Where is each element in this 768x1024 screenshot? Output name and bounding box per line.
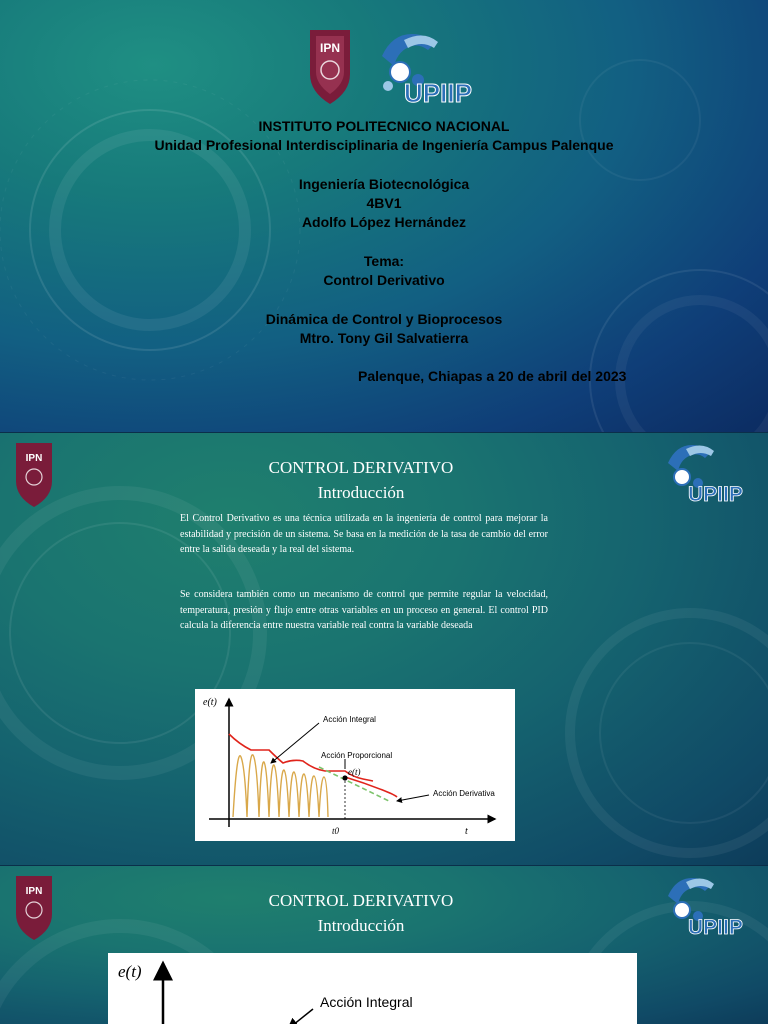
- derivativa-pointer: [397, 795, 429, 801]
- svg-text:UPIIP: UPIIP: [688, 483, 743, 505]
- institution-name: INSTITUTO POLITECNICO NACIONAL: [258, 118, 510, 134]
- intro-paragraph-2: Se considera también como un mecanismo de control que permite regular la velocidad, temperatura, presión y flujo entre otras variables en un proceso en general. El control PID calcula la diferencia entre nuestra variable real contra la variable deseada: [180, 589, 548, 631]
- x-axis-label: t: [465, 826, 468, 837]
- integral-action-curve: [233, 755, 328, 817]
- pid-diagram-large: [108, 953, 637, 1024]
- topic-label: Tema:: [363, 253, 405, 269]
- slide-subtitle: Introducción: [317, 916, 405, 935]
- svg-text:IPN: IPN: [25, 453, 43, 464]
- slide-title: CONTROL DERIVATIVO: [268, 458, 454, 477]
- pid-diagram: [195, 689, 515, 841]
- career-name: Ingeniería Biotecnológica: [298, 176, 470, 192]
- intro-slide: [0, 433, 768, 865]
- teacher-name: Mtro. Tony Gil Salvatierra: [299, 330, 469, 346]
- integral-pointer: [288, 1009, 313, 1024]
- y-axis-label: e(t): [118, 962, 142, 981]
- y-axis-label: e(t): [203, 697, 217, 708]
- label-integral: Acción Integral: [320, 994, 413, 1010]
- intro-slide-2: [0, 866, 768, 1024]
- integral-pointer: [271, 723, 319, 763]
- t0-label: t0: [332, 826, 340, 836]
- title-slide: [0, 0, 768, 432]
- unit-name: Unidad Profesional Interdisciplinaria de Ingeniería Campus Palenque: [154, 137, 614, 153]
- slide-subtitle: Introducción: [317, 483, 405, 502]
- student-name: Adolfo López Hernández: [301, 214, 467, 230]
- place-date: Palenque, Chiapas a 20 de abril del 2023: [358, 368, 627, 384]
- topic-name: Control Derivativo: [323, 272, 445, 288]
- label-derivativa: Acción Derivativa: [433, 789, 495, 798]
- label-proporcional: Acción Proporcional: [321, 751, 393, 760]
- label-integral: Acción Integral: [323, 715, 376, 724]
- svg-text:IPN: IPN: [319, 41, 341, 55]
- svg-text:UPIIP: UPIIP: [688, 916, 743, 938]
- group-name: 4BV1: [366, 195, 402, 211]
- svg-text:IPN: IPN: [25, 886, 43, 897]
- ipn-logo-icon: [302, 24, 358, 106]
- pid-diagram-svg: [195, 689, 515, 841]
- upiip-logo-icon: [374, 26, 484, 106]
- svg-text:UPIIP: UPIIP: [404, 78, 472, 106]
- et-point: [342, 775, 347, 780]
- pid-diagram-large-svg: [108, 953, 637, 1024]
- slide-title: CONTROL DERIVATIVO: [268, 891, 454, 910]
- intro-paragraph-1: El Control Derivativo es una técnica utilizada en la ingeniería de control para mejorar la estabilidad y precisión de un sistema. Se basa en la medición de la tasa de cambio del error entre la salida deseada y la real del sistema.: [180, 513, 548, 555]
- subject-name: Dinámica de Control y Bioprocesos: [265, 311, 503, 327]
- et-point-label: e(t): [348, 767, 361, 777]
